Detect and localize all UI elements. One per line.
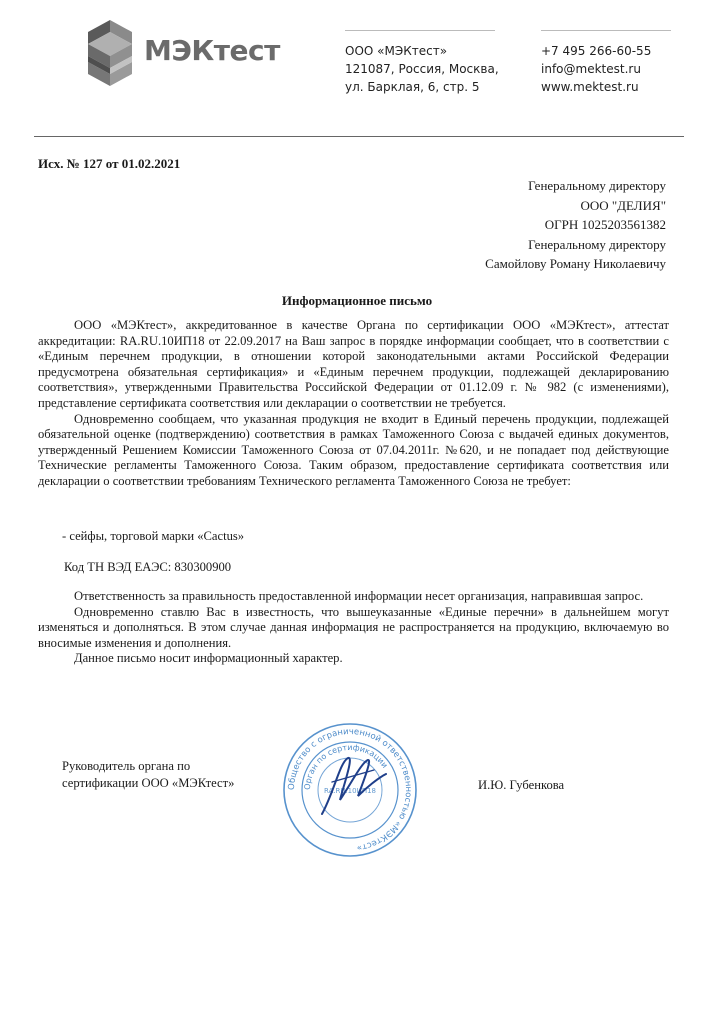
body-paragraph: Одновременно ставлю Вас в известность, что вышеуказанные «Единые перечни» в дальнейшем могут изменяться и дополняться. В этом случае данная информация не распространяется на продукцию, включаемую во вносимые изменения и дополнения. xyxy=(38,604,669,650)
header-divider xyxy=(34,136,684,137)
recipient-line: ОГРН 1025203561382 xyxy=(544,217,666,232)
recipient-block xyxy=(485,176,666,274)
recipient-line: ООО "ДЕЛИЯ" xyxy=(580,197,666,213)
recipient-line: Генеральному директору xyxy=(528,178,666,193)
body-paragraph: Одновременно сообщаем, что указанная продукция не входит в Единый перечень продукции, подлежащей обязательной оценке (подтверждению) соответствия в рамках Таможенного Союза с выдачей единых документов, утвержденный Решением Комиссии Таможенного Союза от 07.04.2011г. №620, и не попадает под действующие Технические регламенты Таможенного Союза. Таким образом, предоставление сертификата соответствия или декларации о соответствии требованиям Технического регламента Таможенного Союза не требует: xyxy=(38,411,669,488)
address-line: 121087, Россия, Москва, xyxy=(345,62,499,76)
signer-name: И.Ю. Губенкова xyxy=(478,778,565,792)
signature-mark xyxy=(322,758,386,814)
tnved-code: Код ТН ВЭД ЕАЭС: 830300900 xyxy=(64,560,232,574)
body-paragraph: Ответственность за правильность предоставленной информации несет организация, направившая запрос. xyxy=(74,589,644,603)
recipient-line: Генеральному директору xyxy=(528,236,666,252)
letter-title: Информационное письмо xyxy=(281,293,433,308)
logo-mark-icon xyxy=(80,20,144,90)
letter-body xyxy=(38,318,669,490)
company-address xyxy=(345,42,499,96)
address-line: ул. Барклая, 6, стр. 5 xyxy=(345,80,480,94)
signer-title xyxy=(62,758,234,792)
company-logo xyxy=(80,20,290,90)
body-paragraph: Данное письмо носит информационный характер. xyxy=(74,651,343,666)
outgoing-reference: Исх. № 127 от 01.02.2021 xyxy=(38,156,181,171)
website-url: www.mektest.ru xyxy=(541,80,639,94)
signer-line: сертификации ООО «МЭКтест» xyxy=(62,776,235,790)
signer-line: Руководитель органа по xyxy=(62,759,191,773)
official-stamp xyxy=(282,722,418,858)
email-address: info@mektest.ru xyxy=(541,62,641,76)
recipient-line: Самойлову Роману Николаевичу xyxy=(485,256,666,271)
stamp-center-text: RA.RU.10ИП18 xyxy=(324,787,376,795)
phone-number: +7 495 266-60-55 xyxy=(541,44,652,58)
product-item: - сейфы, торговой марки «Cactus» xyxy=(62,529,245,543)
letter-body-continued xyxy=(38,589,669,667)
logo-text: МЭКтест xyxy=(144,34,280,67)
stamp-outer-text: Общество с ограниченной ответственностью «МЭКтест» xyxy=(286,726,414,853)
address-line: ООО «МЭКтест» xyxy=(345,44,448,58)
company-contacts xyxy=(541,42,651,96)
body-paragraph: ООО «МЭКтест», аккредитованное в качестве Органа по сертификации ООО «МЭКтест», аттестат аккредитации: RA.RU.10ИП18 от 22.09.2017 на Ваш запрос в порядке информации сообщает, что в соответствии с «Единым перечнем продукции, в отношении которой законодательными актами Российской Федерации предусмотрена обязательная сертификация» и «Единым перечнем продукции, подлежащей декларированию соответствия», утвержденными Правительства Российской Федерации от 01.12.09 г. № 982 (с изменениями), представление сертификата соответствия или декларации о соответствии не требуется. xyxy=(38,318,669,410)
stamp-inner-text: Орган по сертификации xyxy=(302,742,390,791)
header-address-rule xyxy=(345,30,495,31)
header-contact-rule xyxy=(541,30,671,31)
